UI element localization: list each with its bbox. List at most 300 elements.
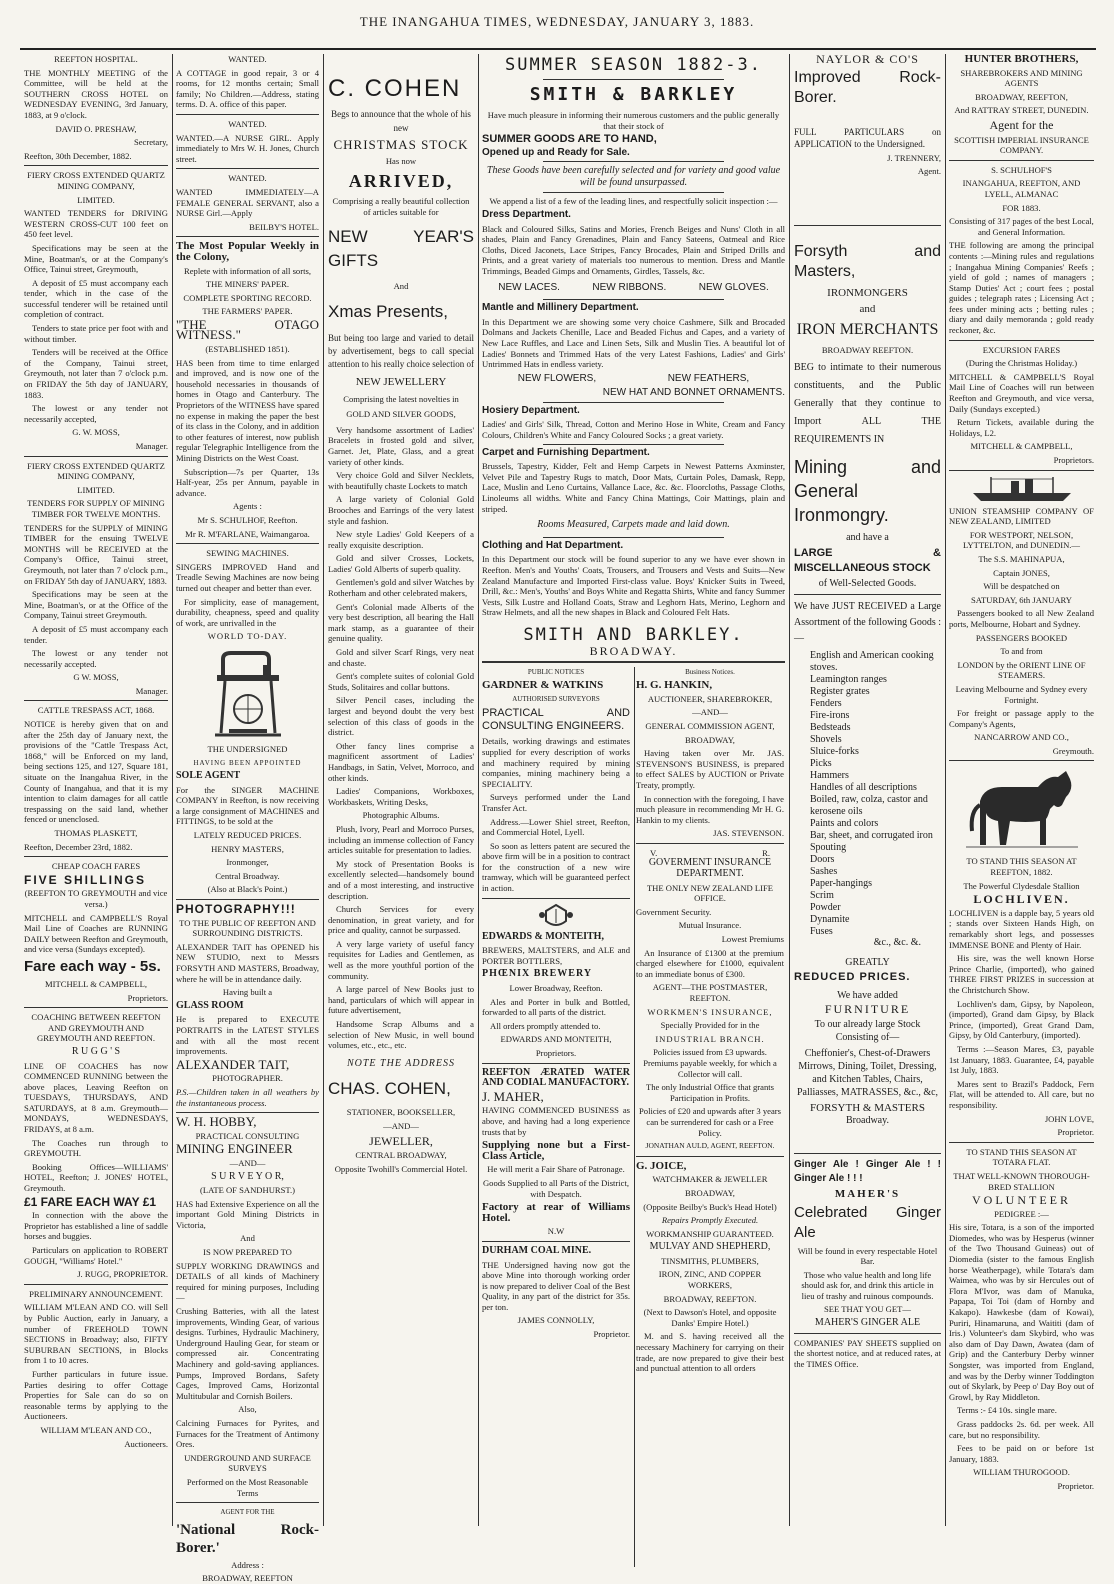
ad-headline: MINING ENGINEER (176, 1141, 293, 1157)
ad-body: A deposit of £5 must accompany each tender, which in the case of the successful tenderer will be retained until completion of contract. (24, 277, 168, 320)
ad-body: Very handsome assortment of Ladies' Bracelets in frosted gold and silver, Garnet. Jet, Plate, Glass, and a great variety of other kinds. (328, 424, 474, 467)
ad-line: To and from (1000, 646, 1043, 657)
ad-line: PEDIGREE :— (994, 1208, 1049, 1219)
ad-body: In this Department our stock will be found superior to any we have ever shown in Reefton. Men's and Youths' Coats, Trousers, and Trousers and Vests and Suits—New Zealand Manufacture and Imported First-class value. Boys' Knicker Suits in Tweed, Drill, &c.: Men's, Youths' and Boys White and Regatta Shirts, White and fancy Summer Vests, Silk Lustre and Holland Coats, Straw and Leghorn Hats, Merino, Leghorn and Straw Helmets, and all the new shapes in Black and Coloured Felt Hats. (482, 554, 785, 618)
column-rule (634, 667, 635, 1567)
ad-title: FIERY CROSS EXTENDED QUARTZ MINING COMPANY, (27, 460, 165, 482)
ad-body: SINGERS IMPROVED Hand and Treadle Sewing Machines are now being turned out cheaper and better than ever. (176, 561, 319, 593)
ad-line: &c., &c. &. (873, 936, 921, 948)
ad-line: THE ONLY NEW ZEALAND LIFE OFFICE. (646, 882, 774, 904)
ad-line: The S.S. MAHINAPUA, (978, 553, 1065, 564)
ad-line: IRONMONGERS (827, 286, 908, 299)
ad-body: Grass paddocks 2s. 6d. per week. All care, but no responsibility. (949, 1418, 1094, 1440)
goods-list-item: Picks (810, 757, 832, 769)
ad-signature: MITCHELL & CAMPBELL, (970, 441, 1073, 452)
product-line: NEW RIBBONS. (592, 281, 667, 293)
ad-line: STATIONER, BOOKSELLER, (346, 1107, 456, 1118)
ad-body: LINE OF COACHES has now COMMENCED RUNNING between the above places, Leaving Reefton on TUESDAYS, THURSDAYS, AND SATURDAYS, at 8 a.m. Greymouth— MONDAYS, WEDNESDAYS, FRIDAYS, at 8 a.m. (24, 1060, 168, 1135)
goods-list (794, 650, 941, 938)
ad-headline: SUMMER SEASON 1882-3. (505, 55, 762, 75)
ad-body: Booking Offices—WILLIAMS' HOTEL, Reefton; J. JONES' HOTEL, Greymouth. (24, 1161, 168, 1194)
ad-body: Will be found in every respectable Hotel Bar. (797, 1245, 938, 1267)
ad-line: SEE THAT YOU GET— (824, 1304, 911, 1315)
column-1 (24, 54, 168, 1524)
divider (636, 843, 784, 844)
ad-body: ALEXANDER TAIT has OPENED his NEW STUDIO, next to Messrs FORSYTH AND MASTERS, Broadway, where he will be in attendance daily. (176, 941, 319, 984)
ad-headline: MULVAY AND SHEPHERD, (649, 1241, 771, 1253)
ad-body: To our already large Stock Consisting of— (814, 1018, 921, 1043)
ad-role: Manager. (135, 441, 168, 451)
ad-role: Proprietors. (535, 1048, 577, 1058)
ad-body: Church Services for every denomination, in great variety, and for price and quality, cannot be surpassed. (328, 904, 474, 936)
ad-line: Lower Broadway, Reefton. (509, 983, 603, 994)
goods-list-item: Bedsteads (810, 721, 851, 733)
ad-line: and have a (846, 531, 889, 543)
column-5 (794, 54, 941, 1524)
ad-subtitle: AUTHORISED SURVEYORS (512, 694, 600, 703)
ad-body: Surveys performed under the Land Transfer Act. (482, 792, 630, 813)
department-heading: Carpet and Furnishing Department. (482, 446, 650, 458)
column-6 (949, 54, 1094, 1524)
ad-role: Proprietor. (1057, 1127, 1094, 1138)
ad-line: BROADWAY, REEFTON. (663, 1293, 757, 1304)
ad-title: SEWING MACHINES. (206, 548, 289, 559)
ad-line: Leaving Melbourne and Sydney every Fortnight. (955, 683, 1088, 705)
divider (794, 1153, 941, 1154)
ad-headline: £1 FARE EACH WAY £1 (24, 1194, 157, 1209)
ad-body: Gent's Colonial made Alberts of the very best description, all bearing the Hall mark stamp, as a guarantee of their genuine quality. (328, 601, 474, 644)
divider (24, 1007, 168, 1008)
ad-role: Ironmonger, (226, 857, 269, 868)
department-heading: Mantle and Millinery Department. (482, 302, 639, 314)
ad-line: Having built a (222, 987, 273, 998)
divider (636, 1156, 784, 1157)
ad-line: BROADWAY. (589, 643, 678, 658)
ad-body: But being too large and varied to detail by advertisement, begs to call special attention to his really choice selection of (328, 332, 474, 369)
ad-headline: VOLUNTEER (972, 1193, 1071, 1208)
ad-line: LATELY REDUCED PRICES. (193, 830, 302, 841)
ad-line: GENERAL COMMISSION AGENT, (645, 720, 775, 731)
ad-title: WANTED. (228, 118, 267, 129)
ad-body: Plush, Ivory, Pearl and Morroco Purses, including an immense collection of Fancy articles suitable for presentation to ladies. (328, 823, 474, 856)
ad-body: M. and S. having received all the necessary Machinery for carrying on their trade, are now prepared to give their best and punctual attention to all orders (636, 1331, 784, 1374)
ad-body: We have JUST RECEIVED a Large Assortment of the following Goods :— (794, 600, 941, 644)
ad-body: Have much pleasure in informing their numerous customers and the public generally that their stock of (487, 110, 780, 131)
ad-line: THE UNDERSIGNED (207, 743, 288, 754)
product-line: NEW LACES. (498, 281, 560, 293)
goods-list-item: Boiled, raw, colza, castor and kerosene oils (810, 793, 928, 817)
ad-body: P.S.—Children taken in all weathers by the instantaneous process. (176, 1086, 319, 1108)
ad-headline: GOVERMENT INSURANCE DEPARTMENT. (648, 857, 772, 880)
ad-body: The lowest or any tender not necessarily accepted, (24, 403, 168, 424)
ad-body: My stock of Presentation Books is excellently selected—handsomely bound and of a most interesting, and instructive description. (328, 858, 474, 901)
ad-body: Photographic Albums. (362, 810, 440, 821)
ad-body: For simplicity, ease of management, durability, cheapness, speed and quality of work, are unrivalled in the (176, 596, 319, 628)
ad-line: —AND— (229, 1157, 266, 1168)
ad-line: INDUSTRIAL BRANCH. (655, 1033, 765, 1044)
goods-list-item: Scrim (810, 889, 834, 901)
ad-body: Brussels, Tapestry, Kidder, Felt and Hemp Carpets in Newest Patterns Axminster, Velvet Pile and Tapestry Rugs to match, Door Mats, Curtain Poles, Damask, Repp, Lace, Muslin and Leno Curtains, Vallance Lace, &c. &c. Floorcloths, Passage Cloths, Linoleums all widths. White and Fancy China Mattings, Coir Mattings, plain and striped. (482, 461, 785, 514)
ad-body: Other fancy lines comprise a magnificent assortment of Ladies' Handbags, in Satin, Velvet, Morroco, and other kinds. (328, 740, 474, 783)
ad-body: In connection with the foregoing, I have much pleasure in recommending Mr H. G. Hankin to my clients. (636, 793, 784, 825)
ad-subtitle: Replete with information of all sorts, (184, 265, 311, 276)
ad-body: MITCHELL and CAMPBELL'S Royal Mail Line of Coaches are RUNNING DAILY between Reefton and Greymouth, and vice versa (Sundays excepted). (24, 912, 168, 955)
ad-body: So soon as letters patent are secured the above firm will be in a position to contract for the construction of a new wire tramway, which will be guaranteed perfect in action. (482, 840, 630, 894)
divider (949, 160, 1094, 161)
divider (543, 402, 725, 403)
ad-body: Ladies' Companions, Workboxes, Workbaskets, Writing Desks, (328, 786, 474, 807)
ad-signature: WILLIAM M'LEAN AND CO., (40, 1424, 152, 1435)
business-notices-column (636, 667, 784, 1377)
ad-line: BROADWAY, REEFTON (202, 1573, 293, 1584)
ad-role: Secretary, (133, 137, 168, 148)
ad-body: WANTED TENDERS for DRIVING WESTERN CROSS-CUT 100 feet on 450 feet level. (24, 208, 168, 240)
ad-line: Repairs Promptly Executed. (661, 1215, 759, 1226)
ad-signature: J. TRENNERY, (887, 152, 941, 163)
ad-title: CATTLE TRESPASS ACT, 1868. (37, 705, 155, 716)
divider (949, 340, 1094, 341)
divider (949, 760, 1094, 761)
ad-title: WANTED. (228, 54, 267, 64)
steamship-icon (967, 475, 1077, 503)
ad-body: Terms :—Season Mares, £3, payable 1st January, 1883. Guarantee, £4, payable 1st July, 1883. (949, 1043, 1094, 1076)
ad-title: WANTED. (228, 173, 267, 184)
divider (543, 192, 725, 193)
divider (543, 299, 725, 300)
divider (24, 700, 168, 701)
ad-headline: "THE OTAGO WITNESS." (176, 316, 319, 343)
ad-headline: NAYLOR & CO'S (816, 52, 919, 66)
ad-body: Crushing Batteries, with all the latest improvements, Winding Gear, of various designs. Turbines, Hydraulic Machinery, Underground Hauling Gear, for steam or compressed air. Concentrating Machinery and gold-saving appliances. Pumps, Improved Bordans, Safety Cages, Improved Cams, Horizontal Multitubular and Cornish Boilers. (176, 1306, 319, 1401)
ad-headline: ALEXANDER TAIT, (176, 1056, 290, 1072)
ad-body: THE MONTHLY MEETING of the Committee, will be held at the SOUTHERN CROSS HOTEL on WEDNESDAY EVENING, 3rd January, 1883, at 9 o'clock. (24, 67, 168, 120)
ad-line: THE FARMERS' PAPER. (202, 306, 293, 317)
ad-headline: CHRISTMAS STOCK (333, 137, 469, 152)
goods-list-item: Bar, sheet, and corrugated iron (810, 829, 933, 841)
ad-line: TINSMITHS, PLUMBERS, (661, 1255, 759, 1266)
ad-line: AUCTIONEER, SHAREBROKER, (647, 693, 773, 704)
ad-body: Further particulars in future issue. Parties desiring to offer Cottage Properties for Sale can do so on reasonable terms by applying to the Auctioneers. (24, 1368, 168, 1422)
ad-line: SATURDAY, 6th JANUARY (971, 594, 1072, 605)
ad-body: New style Ladies' Gold Keepers of a really exquisite description. (328, 529, 474, 550)
ad-body: Comprising a really beautiful collection of articles suitable for (332, 196, 470, 217)
divider (949, 470, 1094, 471)
goods-list-item: English and American cooking stoves. (810, 649, 934, 673)
ad-line: Also, (238, 1404, 257, 1415)
ad-role: (Also at Black's Point.) (207, 884, 288, 895)
column-rule (172, 54, 173, 1526)
ad-body: Tenders will be received at the Office of the Company, Tainui street, Greymouth, not later than 7 o'clock p.m. on FRIDAY the 5th day of JANUARY, 1883. (24, 347, 168, 400)
ad-body: COMPANIES' PAY SHEETS supplied on the shortest notice, and at reduced rates, at the TIMES Office. (794, 1337, 941, 1369)
divider (543, 79, 725, 80)
sewing-machine-illustration (203, 645, 293, 741)
ad-body: Return Tickets, available during the Holidays, L2. (949, 417, 1094, 438)
ad-body: A large parcel of New Books just to hand, particulars of which will appear in future advertisement, (328, 984, 474, 1016)
ad-subtitle: LIMITED. (77, 484, 115, 495)
public-notices-column (482, 667, 630, 1377)
ad-line: (Next to Dawson's Hotel, and opposite Danks' Empire Hotel.) (643, 1307, 777, 1328)
divider (176, 114, 319, 115)
column-4 (482, 54, 785, 1524)
goods-list-item: Register grates (810, 685, 870, 697)
ad-line: UNDERGROUND AND SURFACE SURVEYS (184, 1452, 311, 1474)
column-rule (945, 54, 946, 1526)
ad-body: In this Department we are showing some very choice Cashmere, Silk and Brocaded Dolmans and Jackets Chenille, Lace and Beaded Fichus and Capes, and a variety of New Lace Ruffles, and Lace and Linen Sets, Silk and Muslin Ties. A beautiful lot of Ladies' Bonnets and Trimmed Hats of the very Latest Fashions, Ladies' and Girls' Untrimmed Hats in endless variety. (482, 316, 785, 370)
ad-signature: JAMES CONNOLLY, (517, 1315, 595, 1326)
ad-subtitle: LIMITED. (77, 194, 115, 205)
ad-headline: NOTE THE ADDRESS (346, 1057, 456, 1069)
ad-line: THAT WELL-KNOWN THOROUGH-BRED STALLION (953, 1170, 1090, 1192)
ad-title: COACHING BETWEEN REEFTON AND GREYMOUTH AND GREYMOUTH AND REEFTON. (31, 1012, 161, 1044)
ad-headline: MAHER'S (834, 1187, 901, 1200)
ad-body: HAS been from time to time enlarged and improved, and is now one of the household necessaries in thousands of homes in Otago and Canterbury. The Proprietors of the WITNESS have spared no expense in making the paper the best of its class in the Colony, and in addition to other features of interest, now publish regular Telegraphic Intelligence from the Mining Districts on the West Coast. (176, 357, 319, 463)
ad-role: PHOTOGRAPHER. (212, 1073, 283, 1084)
ad-body: Lochliven's dam, Gipsy, by Napoleon, (imported), Grand dam Gipsy, by Black Prince, (imported), Great Grand Dam, Gipsy, by Old Canterbury, (imported). (949, 998, 1094, 1041)
goods-list-item: Paints and colors (810, 817, 879, 829)
ad-line: (Opposite Beilby's Buck's Head Hotel) (643, 1201, 777, 1212)
product-line-row (482, 283, 785, 294)
divider (482, 898, 630, 899)
ad-line: —AND— (383, 1121, 419, 1131)
goods-list-item: Sluice-forks (810, 745, 859, 757)
ad-headline: ARRIVED, (348, 171, 454, 192)
ad-subtitle: (REEFTON TO GREYMOUTH and vice versa.) (24, 888, 168, 909)
ad-headline: Xmas Presents, (328, 301, 448, 321)
divider (482, 1063, 630, 1064)
ad-headline: FIVE SHILLINGS (24, 872, 147, 887)
ad-body: Specifications may be seen at the Mine, Boatman's, or at the Office of the Company, Tainui street Greymouth. (24, 589, 168, 621)
ad-headline: G. JOICE, (636, 1159, 687, 1172)
ad-body: His sire, Totara, is a son of the imported Diomedes, who was by Hesperus (winner of the Two Thousand Guineas) out of Diomedia (sister to the famous English horse Weatherpage), while Totara's dam Waimea, who was by sir Hercules out of Flora M'Ivor, was dam of Manuka, Papapa, Toi Toi (dam of Hornby and Kakapo). Hawkesbe (dam of Kowai), Puriri, Hinamaruna, and Waititi (dam of Iris.) Volunteer's dam Skybird, who was also dam of Day Dawn, Awatea (dam of Grip) and the Canterbury Derby winner Songster, was imported from England, and was by the Derby winner Toddington out of Skylark, by Peep o' Day Boy out of Growl, by Ray Middleton. (949, 1222, 1094, 1402)
product-line: NEW FEATHERS, (667, 372, 750, 384)
ad-line: THE MINERS' PAPER. (205, 279, 290, 290)
ad-line: Mr R. M'FARLANE, Waimangaroa. (185, 528, 310, 539)
ad-line: of Well-Selected Goods. (818, 578, 917, 590)
ad-body: Comprising the latest novelties in (343, 393, 459, 404)
ad-body: Details, working drawings and estimates supplied for every description of works and machinery required by mining companies, mining machinery being a SPECIALITY. (482, 736, 630, 789)
ad-signature: G W. MOSS, (73, 672, 119, 683)
goods-list-item: Spouting (810, 841, 847, 853)
goods-list-item: Hammers (810, 769, 849, 781)
ad-line: Opposite Twohill's Commercial Hotel. (334, 1163, 468, 1174)
ad-line: AGENT FOR THE (220, 1508, 275, 1517)
ad-body: WILLIAM M'LEAN AND CO. will Sell by Public Auction, early in January, a number of FREEHOLD TOWN SECTIONS in Broadway; also, FIFTY SUBURBAN SECTIONS, in Blocks from 1 to 10 acres. (24, 1302, 168, 1366)
ad-body: Terms :- £4 10s. single mare. (957, 1405, 1057, 1416)
ad-line: The Powerful Clydesdale Stallion (963, 880, 1080, 891)
goods-list-item: Handles of all descriptions (810, 781, 917, 793)
column-2 (176, 54, 319, 1584)
ad-subtitle: (During the Christmas Holiday.) (965, 358, 1078, 369)
ad-line: HAVING BEEN APPOINTED (193, 758, 302, 767)
ad-headline: EDWARDS & MONTEITH, (482, 930, 604, 942)
ad-body: Lowest Premiums (721, 934, 784, 945)
ad-body: BREWERS, MALTSTERS, and ALE and PORTER BOTTLERS, (482, 945, 630, 966)
ad-headline: PHOTOGRAPHY!!! (176, 902, 296, 917)
ad-body: His sire, was the well known Horse Prince Charlie, (imported), who gained THREE FIRST PRIZES in succession at the Christchurch Show. (949, 953, 1094, 995)
ad-title: FIERY CROSS EXTENDED QUARTZ MINING COMPANY, (27, 170, 165, 191)
ad-body: The Coaches run through to GREYMOUTH. (24, 1137, 168, 1159)
ad-line: and (859, 303, 876, 316)
column-3 (328, 54, 474, 1524)
ad-headline: NEW YEAR'S GIFTS (328, 227, 474, 271)
ad-body: HAVING COMMENCED BUSINESS as above, and having had a long experience trusts that by (482, 1105, 630, 1137)
ad-line: And RATTRAY STREET, DUNEDIN. (954, 105, 1089, 116)
ad-subtitle: (ESTABLISHED 1851). (205, 344, 290, 355)
ad-body: All orders promptly attended to. (490, 1020, 601, 1031)
divider (176, 236, 319, 237)
ad-subtitle: TO THE PUBLIC OF REEFTON AND SURROUNDING DISTRICTS. (179, 917, 316, 939)
masthead-rule (20, 48, 1096, 50)
column-rule (789, 54, 790, 1526)
ad-body: Specifications may be seen at the Mine, Boatman's, or at the Company's Office, Tainui street, Greymouth, (24, 242, 168, 275)
ad-body: WANTED IMMEDIATELY—A FEMALE GENERAL SERVANT, also a NURSE Girl.—Apply (176, 186, 319, 219)
notices-section (482, 667, 785, 1377)
clydesdale-horse-illustration (962, 765, 1082, 853)
divider (794, 1333, 941, 1334)
ad-headline: LOCHLIVEN. (973, 892, 1070, 907)
ad-body: BEG to intimate to their numerous constituents, and the Public Generally that they continue to Import ALL THE REQUIREMENTS IN (794, 361, 941, 445)
divider (482, 661, 785, 663)
ad-body: WANTED.—A NURSE GIRL. Apply immediately to Mrs W. H. Jones, Church street. (176, 132, 319, 164)
ad-line: Captain JONES, (993, 567, 1050, 578)
goods-list-item: Dynamite (810, 913, 850, 925)
ad-headline: C. COHEN (328, 75, 462, 102)
ad-body: For freight or passage apply to the Company's Agents, (949, 708, 1094, 729)
ad-line: We have added (837, 989, 898, 1001)
ad-body: Cheffonier's, Chest-of-Drawers Mirrows, Dining, Toilet, Dressing, and Kitchen Tables, Chairs, Palliasses, MATRASSES, &c., &c, (796, 1047, 939, 1098)
ad-line: Performed on the Most Reasonable Terms (186, 1476, 309, 1498)
divider (176, 543, 319, 544)
ad-body: Ladies' and Girls' Silk, Thread, Cotton and Merino Hose in White, Cream and Fancy Colours, Children's White and Fancy Coloured Socks ; a great variety. (482, 419, 785, 441)
ad-headline: SOLE AGENT (176, 770, 241, 782)
goods-list-item: Doors (810, 853, 835, 865)
ad-headline: Ginger Ale ! Ginger Ale ! ! Ginger Ale ! ! ! (794, 1158, 941, 1184)
ad-headline: TO STAND THIS SEASON AT REEFTON, 1882. (966, 856, 1077, 878)
ad-headline: Factory at rear of Williams Hotel. (482, 1201, 630, 1224)
ad-signature: NANCARROW AND CO., (974, 732, 1069, 743)
product-line: NEW HAT AND BONNET ORNAMENTS. (602, 387, 785, 399)
ad-headline: GARDNER & WATKINS (482, 679, 604, 692)
product-line-row (482, 374, 785, 385)
ad-headline: SMITH AND BARKLEY. (523, 624, 744, 645)
ad-line: FOR 1883. (1002, 202, 1041, 213)
ad-body: He will merit a Fair Share of Patronage. (487, 1164, 625, 1175)
ad-title: PRELIMINARY ANNOUNCEMENT. (29, 1288, 163, 1299)
ad-line: BROADWAY, (685, 734, 735, 745)
ad-body: NOTICE is hereby given that on and after the 25th day of January next, the provisions of the "Cattle Trespass Act, 1868," will be Enforced on my land, being sections 125, and 127, Square 181, situate on the Inangahua River, in the County of Inangahua, and that it is my intention to claim damages for all cattle trespassing on the said land, whether fenced or unenclosed. (24, 719, 168, 825)
ad-body: Gent's complete suites of colonial Gold Studs, Solitaires and collar buttons. (328, 671, 474, 692)
ad-headline: REEFTON ÆRATED WATER AND CODIAL MANUFACTORY. (482, 1066, 630, 1089)
ad-line: N.W (547, 1226, 565, 1237)
column-rule (323, 54, 324, 1526)
ad-headline: TO STAND THIS SEASON AT TOTARA FLAT. (966, 1146, 1077, 1168)
ad-body: Silver Pencil cases, including the largest and beyond doubt the very best selection of this class of goods in the district. (328, 695, 474, 738)
ad-body: Policies of £20 and upwards after 3 years can be surrendered for cash or a Free Policy. (639, 1106, 781, 1138)
ad-headline: Opened up and Ready for Sale. (482, 146, 630, 158)
ad-signature: WILLIAM THUROGOOD. (973, 1467, 1070, 1478)
crest-letter: R. (762, 847, 770, 858)
ad-line: Broadway. (846, 1115, 889, 1127)
ad-body: THE following are among the principal contents :—Mining rules and regulations ; Inangahua Mining Companies' Reefs ; yield of gold ; names of managers ; Stamp Duties' Act ; court fees ; postal guides ; telegraph rates ; Licensing Act ; fees under mining acts ; betting rules ; diary and daily memoranda ; gold ready reckoner, &c. (949, 240, 1094, 336)
ad-headline: MAHER'S GINGER ALE (814, 1317, 921, 1329)
ad-signature: THOMAS PLASKETT, (54, 828, 138, 838)
ad-line: Will be despatched on (983, 581, 1060, 592)
ad-signature: JOHN LOVE, (1044, 1113, 1094, 1124)
ad-body: HAS had Extensive Experience on all the important Gold Mining Districts in Victoria, (176, 1198, 319, 1230)
ad-headline: GOLD AND SILVER GOODS, (346, 409, 456, 420)
ad-headline: DURHAM COAL MINE. (482, 1244, 592, 1256)
ad-role: Auctioneers. (124, 1438, 168, 1449)
divider (794, 225, 941, 226)
ad-body: For the SINGER MACHINE COMPANY in Reefton, is now receiving a large consignment of MACHINES and FITTINGS, to be sold at the (176, 784, 319, 827)
divider (24, 165, 168, 166)
ad-line: And (240, 1233, 255, 1244)
ad-signature: MITCHELL & CAMPBELL, (44, 978, 148, 989)
department-heading: Hosiery Department. (482, 404, 580, 416)
ad-body: Passengers booked to all New Zealand ports, Melbourne, Hobart and Sydney. (949, 608, 1094, 629)
ad-line: WATCHMAKER & JEWELLER (652, 1174, 768, 1185)
ad-headline: REDUCED PRICES. (794, 970, 911, 983)
ad-line: Specially Provided for in the (660, 1020, 760, 1031)
ad-body: We append a list of a few of the leading lines, and respectfully solicit inspection :— (489, 196, 778, 207)
ad-body: Having taken over Mr. JAS. STEVENSON'S BUSINESS, is prepared to effect SALES by AUCTION or Private Treaty, promptly. (636, 748, 784, 790)
divider (543, 444, 725, 445)
ad-body: LOCHLIVEN is a dapple bay, 5 years old ; stands over Sixteen Hands High, on remarkably short legs, and possesses IMMENSE BONE and Plenty of Hair. (949, 907, 1094, 950)
ad-headline: PRACTICAL AND CONSULTING ENGINEERS. (482, 707, 630, 733)
ad-headline: HUNTER BROTHERS, (964, 53, 1079, 65)
ad-headline: EXCURSION FARES (982, 344, 1061, 355)
ad-headline: Improved Rock-Borer. (794, 68, 941, 106)
ad-body: Gold and silver Scarf Rings, very neat and chaste. (328, 647, 474, 668)
ad-role: Proprietor. (593, 1329, 630, 1340)
ad-line: IS NOW PREPARED TO (203, 1247, 292, 1258)
ad-headline: S. SCHULHOF'S (991, 164, 1052, 175)
ad-line: BROADWAY, REEFTON, (975, 91, 1068, 102)
ad-headline: GLASS ROOM (176, 999, 244, 1011)
ad-headline: PHŒNIX BREWERY (482, 968, 593, 980)
ad-headline: Supplying none but a First-Class Article, (482, 1139, 630, 1162)
goods-list-item: Leamington ranges (810, 673, 887, 685)
ad-signature: EDWARDS AND MONTEITH, (500, 1034, 612, 1045)
ad-body: THE Undersigned having now got the above Mine into thorough working order is now prepared to deliver Coal of the Best Quality, in any part of the district for 35s. per ton. (482, 1259, 630, 1312)
masthead: THE INANGAHUA TIMES, WEDNESDAY, JANUARY 3, 1883. (359, 14, 755, 29)
ad-body: Calcining Furnaces for Pyrites, and Furnaces for the Treatment of Antimony Ores. (176, 1417, 319, 1450)
ad-role: Greymouth. (1052, 745, 1094, 756)
ad-headline: Fare each way - 5s. (24, 957, 161, 975)
divider (176, 899, 319, 900)
department-heading: Clothing and Hat Department. (482, 539, 624, 551)
goods-list-item: Fenders (810, 697, 842, 709)
ad-line: WORKMEN'S INSURANCE, (647, 1006, 773, 1017)
ad-subtitle: SHAREBROKERS AND MINING AGENTS (960, 67, 1083, 89)
ad-subtitle: PRACTICAL CONSULTING (195, 1130, 300, 1141)
goods-list-item: Fire-irons (810, 709, 850, 721)
ad-body: Tenders to state price per foot with and without timber. (24, 323, 168, 344)
ad-headline: UNION STEAMSHIP COMPANY OF NEW ZEALAND, LIMITED (949, 505, 1094, 527)
section-heading: Business Notices. (685, 667, 735, 676)
ad-date: Reefton, 30th December, 1882. (24, 150, 132, 161)
ad-headline: Agent for the (989, 117, 1054, 132)
ad-heading: R U G G ' S (71, 1045, 121, 1057)
divider (24, 1284, 168, 1285)
ad-line: COMPLETE SPORTING RECORD. (183, 292, 312, 303)
ad-role: Proprietor. (1057, 1480, 1094, 1491)
ad-signature: JONATHAN AULD, AGENT, REEFTON. (645, 1141, 775, 1151)
ad-role: Agent. (917, 166, 941, 177)
ad-body: An Insurance of £1300 at the premium charged elsewhere for £1000, equivalent to an immediate bonus of £300. (636, 947, 784, 979)
ad-line: BROADWAY, (685, 1187, 735, 1198)
divider (543, 537, 725, 538)
